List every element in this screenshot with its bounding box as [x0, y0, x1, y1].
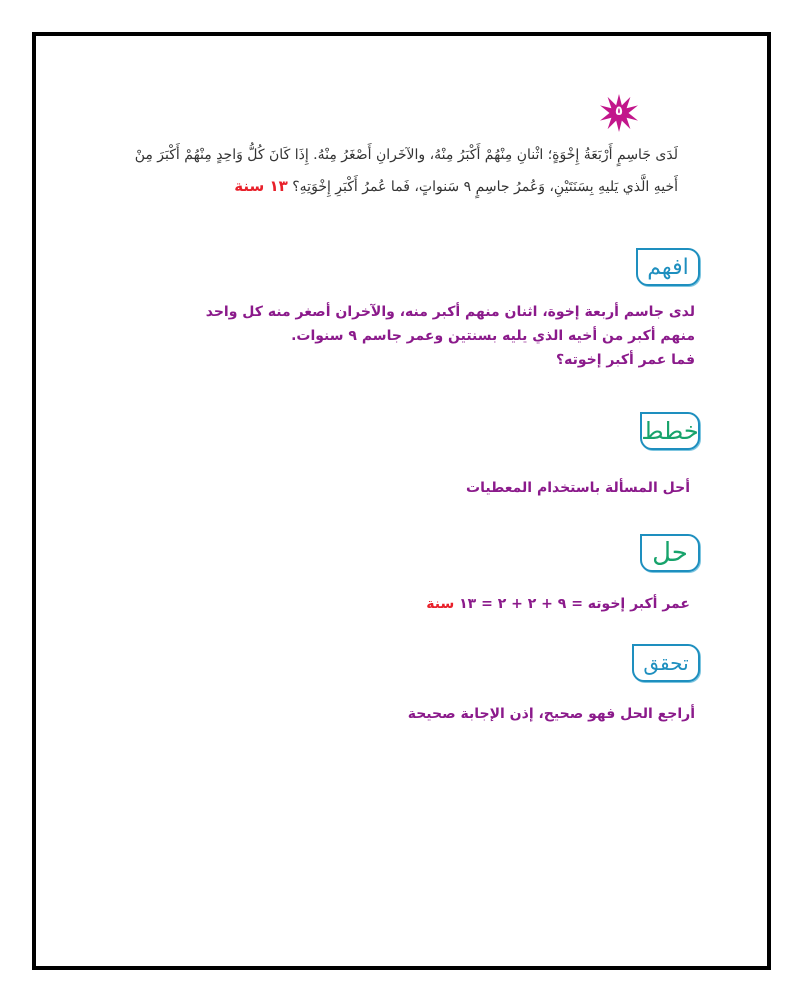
section-solve-heading: حل [640, 534, 700, 572]
problem-statement [128, 140, 678, 203]
understand-line-2: منهم أكبر من أخيه الذي يليه بسنتين وعمر جاسم ٩ سنوات. [291, 328, 695, 344]
solve-text [200, 596, 690, 612]
understand-line-3: فما عمر أكبر إخوته؟ [556, 352, 695, 368]
solve-answer-unit: سنة [426, 596, 455, 612]
section-check-heading: تحقق [632, 644, 700, 682]
check-text: أراجع الحل فهو صحيح، إذن الإجابة صحيحة [407, 706, 695, 722]
understand-line-1: لدى جاسم أربعة إخوة، اثنان منهم أكبر منه، والآخران أصغر منه كل واحد [205, 304, 695, 320]
section-understand-heading: افهم [636, 248, 700, 286]
problem-line-2-text: أَخيهِ الَّذي يَليهِ بِسَنَتَيْنِ، وَعُمرُ جاسِمٍ ٩ سَنواتٍ، فَما عُمرُ أَكْبَرِ إِخْوَتِهِ؟ [292, 179, 678, 195]
understand-text [150, 300, 695, 372]
plan-text: أحل المسألة باستخدام المعطيات [466, 480, 690, 496]
section-plan-heading: خطط [640, 412, 700, 450]
solve-equation: عمر أكبر إخوته = ٩ + ٢ + ٢ = ١٣ [459, 596, 690, 612]
problem-answer: ١٣ سنة [234, 177, 288, 195]
problem-line-1: لَدَى جَاسِمٍ أَرْبَعَةُ إِخْوَةٍ؛ اثْنانِ مِنْهُمْ أَكْبَرُ مِنْهُ، والآخَرانِ أَصْغَرُ مِنْهُ. إِذَا كَانَ كُلُّ وَاحِدٍ مِنْهُمْ أَكْبَرَ مِنْ [134, 147, 678, 163]
problem-line-2 [128, 171, 678, 203]
problem-number: ٥ [615, 104, 623, 119]
